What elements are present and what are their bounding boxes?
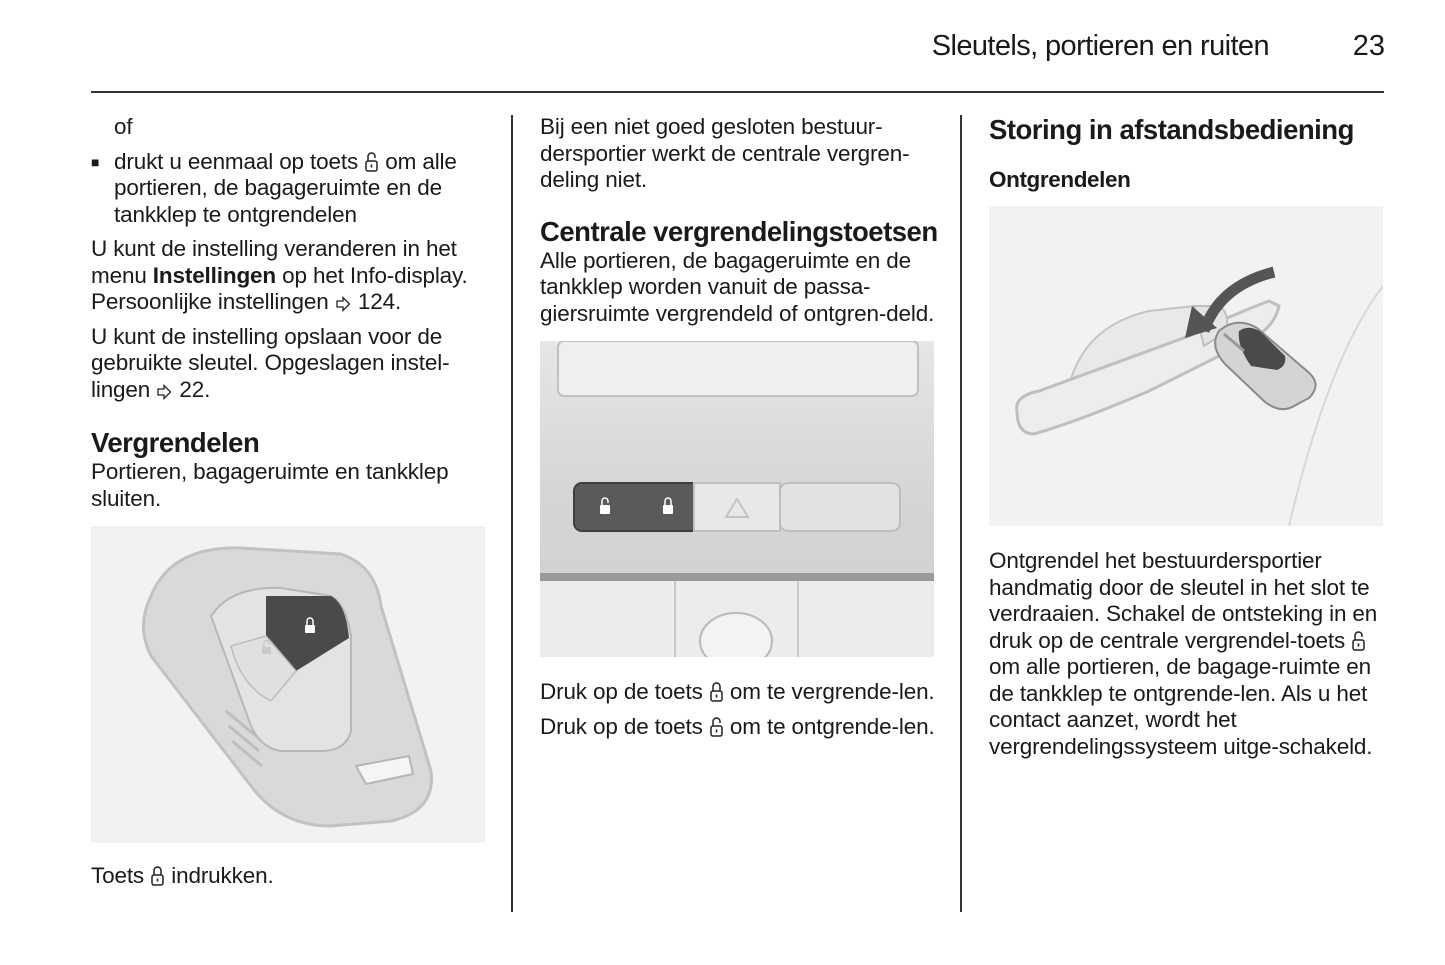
column-1	[91, 114, 491, 898]
header-rule	[91, 91, 1384, 93]
unlock-instruction	[540, 714, 940, 741]
heading-remote-malfunction: Storing in afstandsbediening	[989, 114, 1354, 145]
page-reference-22[interactable]: 22.	[179, 376, 211, 402]
settings-text-end: op het Info-display. Persoonlijke instellingen	[91, 262, 468, 314]
running-header-title: Sleutels, portieren en ruiten	[931, 30, 1269, 62]
manual-unlock-text-end: om alle portieren, de bagage-ruimte en de tankklep te ontgrende-len. Als u het contact aanzet, wordt het vergrendelingssysteem uitge-schakeld.	[989, 654, 1373, 759]
bullet-text	[114, 149, 491, 229]
column-divider-right	[960, 115, 962, 912]
lock-instruction-start: Druk op de toets	[540, 679, 703, 704]
lock-instruction	[540, 679, 940, 706]
heading-vergrendelen: Vergrendelen	[91, 427, 260, 458]
settings-paragraph	[91, 236, 491, 316]
heading-central-locking-buttons: Centrale vergrendelingstoetsen	[540, 215, 938, 247]
caption-text-end: indrukken.	[171, 863, 274, 888]
lock-icon	[151, 865, 164, 886]
page-reference-arrow-icon	[336, 296, 351, 312]
column-2	[540, 114, 940, 748]
lock-instruction-end: om te vergrende-len.	[729, 679, 935, 704]
column-3	[989, 114, 1389, 768]
door-handle-key-figure	[989, 206, 1383, 526]
bullet-item	[91, 149, 491, 229]
bullet-square-icon: ■	[91, 153, 100, 170]
manual-unlock-paragraph	[989, 548, 1389, 760]
unlock-instruction-start: Druk op de toets	[540, 713, 703, 739]
bullet-text-end: om alle portieren, de bagageruimte en de tankklep te ontgrendelen	[114, 148, 457, 227]
page-reference-124[interactable]: 124.	[357, 289, 402, 314]
central-locking-paragraph: Alle portieren, de bagageruimte en de tankklep worden vanuit de passa-giersruimte vergrendeld of ontgren-deld.	[540, 247, 935, 326]
key-fob-figure	[91, 526, 485, 843]
settings-menu-name: Instellingen	[152, 262, 277, 288]
lock-icon	[710, 681, 723, 702]
caption-text-start: Toets	[91, 863, 145, 888]
subheading-unlocking: Ontgrendelen	[989, 167, 1131, 192]
save-setting-paragraph	[91, 324, 491, 404]
central-locking-buttons-figure	[540, 341, 934, 657]
or-text: of	[114, 114, 133, 139]
save-setting-text: U kunt de instelling opslaan voor de gebruikte sleutel. Opgeslagen instel-lingen	[91, 323, 450, 402]
figure-caption	[91, 863, 491, 890]
driver-door-paragraph: Bij een niet goed gesloten bestuur-dersportier werkt de centrale vergren-deling niet.	[540, 114, 910, 192]
page-number: 23	[1352, 30, 1385, 62]
settings-text-start: U kunt de instelling veranderen in het menu	[91, 236, 457, 288]
bullet-text-start: drukt u eenmaal op toets	[114, 148, 359, 174]
manual-unlock-text-start: Ontgrendel het bestuurdersportier handmatig door de sleutel in het slot te verdraaien. Schakel de ontsteking in en druk op de centrale vergrendel-toets	[989, 548, 1378, 653]
page-reference-arrow-icon	[157, 384, 172, 400]
unlock-instruction-end: om te ontgrende-len.	[729, 713, 935, 739]
unlock-icon	[365, 151, 378, 172]
unlock-icon	[1352, 630, 1365, 651]
column-divider-left	[511, 115, 513, 912]
lock-paragraph: Portieren, bagageruimte en tankklep sluiten.	[91, 459, 449, 511]
unlock-icon	[710, 716, 723, 737]
